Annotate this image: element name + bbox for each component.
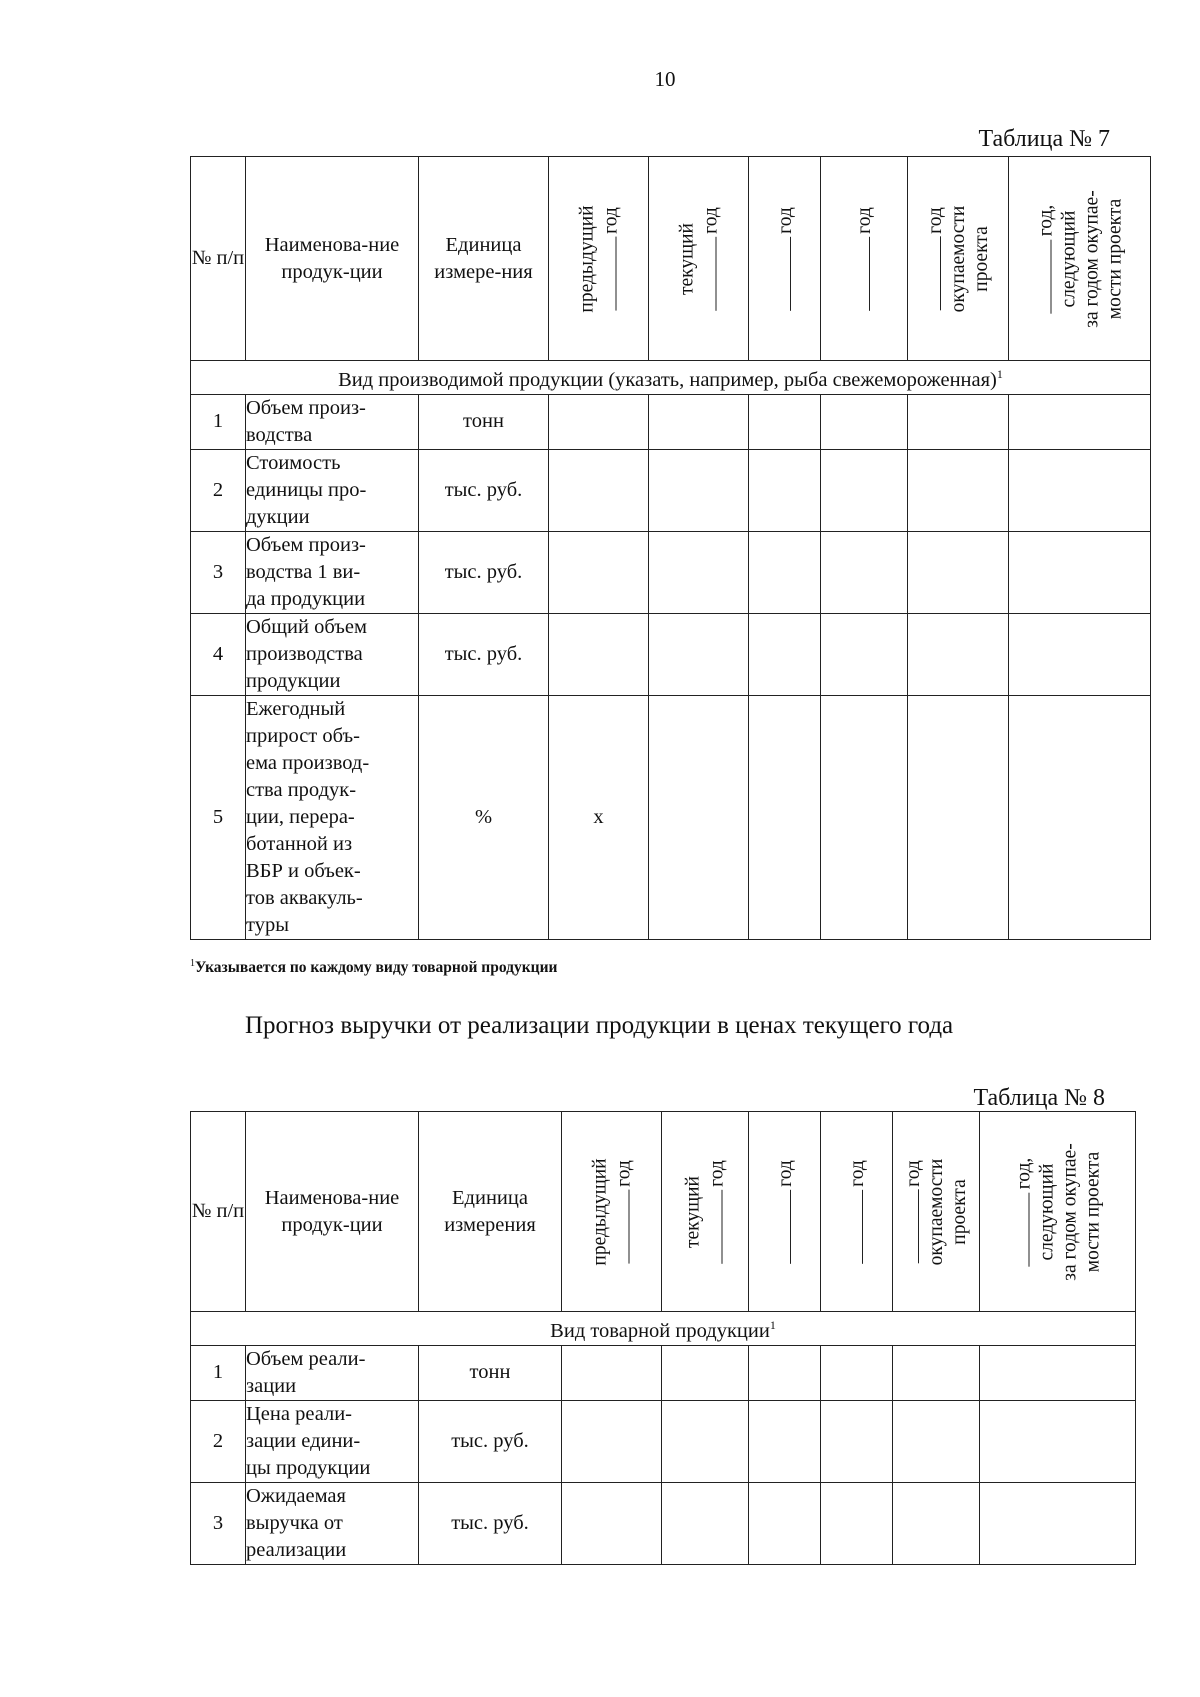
- row-number: 3: [191, 1482, 246, 1564]
- year-blank-line: [773, 236, 791, 310]
- row-unit: %: [419, 695, 549, 939]
- year-label: [698, 207, 722, 311]
- value-cell[interactable]: [908, 531, 1009, 613]
- header-product-name: Наименова-ние продук-ции: [246, 1112, 419, 1312]
- year-label: [901, 1158, 925, 1265]
- name-line: Цена реали-: [246, 1402, 353, 1425]
- value-cell[interactable]: [749, 613, 821, 695]
- row-product-name: [246, 1482, 419, 1564]
- section-label: Вид производимой продукции (указать, например, рыба свежемороженная)$^1$: [191, 361, 1151, 395]
- row-unit: тонн: [419, 1345, 562, 1400]
- section-title: Прогноз выручки от реализации продукции в ценах текущего года: [245, 1012, 954, 1039]
- row-product-name: [246, 531, 419, 613]
- table-7-header-row: [191, 157, 1151, 361]
- name-line: ема производ-: [246, 751, 370, 774]
- value-cell[interactable]: [749, 1482, 821, 1564]
- year-header-line: текущий: [682, 1175, 704, 1248]
- row-product-name: [246, 695, 419, 939]
- row-product-name: [246, 1400, 419, 1482]
- table-7-section-row: [191, 361, 1151, 395]
- year-blank-line: [773, 1189, 791, 1263]
- header-year: [649, 157, 749, 361]
- value-cell[interactable]: [749, 1345, 821, 1400]
- name-line: ботанной из: [246, 832, 353, 855]
- row-number: 1: [191, 394, 246, 449]
- value-cell[interactable]: [980, 1400, 1136, 1482]
- value-cell[interactable]: [649, 394, 749, 449]
- value-cell[interactable]: [749, 394, 821, 449]
- value-cell[interactable]: [821, 1400, 893, 1482]
- year-label: [598, 205, 622, 312]
- year-header-line: мости проекта: [1082, 1151, 1103, 1272]
- year-word: год: [854, 206, 875, 234]
- year-blank-line: [901, 1189, 919, 1263]
- value-cell[interactable]: [749, 695, 821, 939]
- year-header-text: [675, 207, 722, 311]
- name-line: водства: [246, 423, 313, 446]
- year-header-text: [1011, 1143, 1104, 1280]
- section-label: Вид товарной продукции$^1$: [191, 1312, 1136, 1346]
- value-cell[interactable]: [980, 1345, 1136, 1400]
- name-line: выручка от: [246, 1511, 343, 1534]
- value-cell[interactable]: [549, 394, 649, 449]
- header-year: [749, 157, 821, 361]
- table-row: [191, 394, 1151, 449]
- table-row: [191, 1345, 1136, 1400]
- value-cell[interactable]: [893, 1345, 980, 1400]
- year-word: год: [903, 1159, 924, 1187]
- value-cell[interactable]: [908, 613, 1009, 695]
- name-line: реализации: [246, 1538, 347, 1561]
- name-line: да продукции: [246, 587, 366, 610]
- year-header-line: проекта: [949, 1178, 970, 1245]
- header-year: [821, 157, 908, 361]
- row-number: 4: [191, 613, 246, 695]
- value-cell[interactable]: [821, 1482, 893, 1564]
- value-cell[interactable]: х: [549, 695, 649, 939]
- row-number: 1: [191, 1345, 246, 1400]
- header-year: [749, 1112, 821, 1312]
- year-label: [773, 207, 797, 311]
- year-blank-line: [923, 236, 941, 310]
- value-cell[interactable]: [821, 1345, 893, 1400]
- value-cell[interactable]: [1009, 394, 1151, 449]
- name-line: зации: [246, 1374, 297, 1397]
- value-cell[interactable]: [749, 449, 821, 531]
- year-word: год: [613, 1159, 634, 1187]
- value-cell[interactable]: [549, 449, 649, 531]
- name-line: Стоимость: [246, 451, 341, 474]
- value-cell[interactable]: [562, 1345, 662, 1400]
- year-blank-line: [852, 236, 870, 310]
- table-8-section-row: [191, 1312, 1136, 1346]
- name-line: Ожидаемая: [246, 1484, 346, 1507]
- value-cell[interactable]: [649, 449, 749, 531]
- header-number: № п/п: [191, 157, 246, 361]
- year-label: [705, 1160, 729, 1264]
- year-header-text: [588, 1158, 635, 1265]
- year-header-line: окупаемости: [926, 1158, 947, 1265]
- name-line: ВБР и объек-: [246, 859, 361, 882]
- header-unit: Единица измере-ния: [419, 157, 549, 361]
- name-line: дукции: [246, 505, 310, 528]
- name-line: Объем реали-: [246, 1347, 366, 1370]
- row-unit: тонн: [419, 394, 549, 449]
- year-word: год,: [1035, 204, 1056, 236]
- name-line: цы продукции: [246, 1456, 371, 1479]
- year-header-text: [575, 205, 622, 312]
- name-line: прирост объ-: [246, 724, 360, 747]
- header-year: [549, 157, 649, 361]
- table-row: [191, 695, 1151, 939]
- table-row: [191, 613, 1151, 695]
- name-line: тов аквакуль-: [246, 886, 363, 909]
- year-header-line: за годом окупае-: [1059, 1142, 1080, 1281]
- name-line: Объем произ-: [246, 396, 366, 419]
- name-line: производства: [246, 642, 363, 665]
- value-cell[interactable]: [749, 1400, 821, 1482]
- header-number: № п/п: [191, 1112, 246, 1312]
- name-line: туры: [246, 913, 289, 936]
- year-word: год: [706, 1159, 728, 1187]
- value-cell[interactable]: [549, 531, 649, 613]
- row-unit: тыс. руб.: [419, 531, 549, 613]
- year-label: [773, 1160, 797, 1264]
- header-year: [893, 1112, 980, 1312]
- header-year: [562, 1112, 662, 1312]
- year-header-text: [852, 207, 876, 311]
- value-cell[interactable]: [749, 531, 821, 613]
- row-number: 2: [191, 1400, 246, 1482]
- year-header-text: [773, 1160, 797, 1264]
- value-cell[interactable]: [821, 613, 908, 695]
- value-cell[interactable]: [549, 613, 649, 695]
- year-header-text: [901, 1158, 971, 1265]
- value-cell[interactable]: [821, 449, 908, 531]
- year-header-line: за годом окупае-: [1081, 189, 1102, 328]
- year-header-text: [773, 207, 797, 311]
- table-8-caption: Таблица № 8: [973, 1085, 1105, 1111]
- row-product-name: [246, 1345, 419, 1400]
- row-unit: тыс. руб.: [419, 1482, 562, 1564]
- value-cell[interactable]: [821, 695, 908, 939]
- value-cell[interactable]: [649, 613, 749, 695]
- year-header-line: мости проекта: [1104, 198, 1125, 319]
- table-row: [191, 531, 1151, 613]
- row-product-name: [246, 449, 419, 531]
- name-line: ции, перера-: [246, 805, 355, 828]
- name-line: ства продук-: [246, 778, 357, 801]
- row-unit: тыс. руб.: [419, 613, 549, 695]
- year-header-line: текущий: [676, 222, 697, 295]
- value-cell[interactable]: [980, 1482, 1136, 1564]
- value-cell[interactable]: [908, 394, 1009, 449]
- year-word: год: [600, 206, 621, 234]
- year-blank-line: [1033, 239, 1051, 313]
- value-cell[interactable]: [1009, 449, 1151, 531]
- value-cell[interactable]: [562, 1482, 662, 1564]
- value-cell[interactable]: [893, 1400, 980, 1482]
- year-blank-line: [598, 236, 616, 310]
- value-cell[interactable]: [662, 1345, 749, 1400]
- row-product-name: [246, 394, 419, 449]
- page-number: 10: [654, 67, 676, 91]
- value-cell[interactable]: [1009, 695, 1151, 939]
- year-label: [611, 1158, 635, 1265]
- value-cell[interactable]: [821, 531, 908, 613]
- table-8-header-row: [191, 1112, 1136, 1312]
- year-header-line: следующий: [1058, 210, 1079, 307]
- name-line: единицы про-: [246, 478, 367, 501]
- year-header-text: [682, 1160, 729, 1264]
- year-blank-line: [611, 1189, 629, 1263]
- year-word: год: [925, 206, 946, 234]
- name-line: Ежегодный: [246, 697, 346, 720]
- value-cell[interactable]: [662, 1400, 749, 1482]
- name-line: Общий объем: [246, 615, 367, 638]
- year-label: [1011, 1143, 1035, 1280]
- value-cell[interactable]: [908, 449, 1009, 531]
- year-header-line: проекта: [971, 225, 992, 292]
- header-product-name: Наименова-ние продук-ции: [246, 157, 419, 361]
- table-row: [191, 449, 1151, 531]
- table-7-caption: Таблица № 7: [978, 126, 1110, 152]
- header-year: [908, 157, 1009, 361]
- table-row: [191, 1400, 1136, 1482]
- value-cell[interactable]: [649, 695, 749, 939]
- year-blank-line: [698, 236, 716, 310]
- year-label: [923, 205, 947, 312]
- production-table: [190, 156, 1151, 940]
- name-line: водства 1 ви-: [246, 560, 361, 583]
- year-label: [1033, 190, 1057, 327]
- row-unit: тыс. руб.: [419, 1400, 562, 1482]
- year-header-text: [923, 205, 993, 312]
- header-year: [980, 1112, 1136, 1312]
- row-unit: тыс. руб.: [419, 449, 549, 531]
- name-line: зации едини-: [246, 1429, 361, 1452]
- value-cell[interactable]: [1009, 531, 1151, 613]
- year-label: [845, 1160, 869, 1264]
- header-unit: Единица измерения: [419, 1112, 562, 1312]
- year-label: [852, 207, 876, 311]
- header-year: [821, 1112, 893, 1312]
- year-word: год: [774, 1159, 796, 1187]
- year-header-line: предыдущий: [589, 1157, 610, 1266]
- year-header-line: следующий: [1036, 1163, 1057, 1260]
- year-word: год: [774, 206, 796, 234]
- table-row: [191, 1482, 1136, 1564]
- year-blank-line: [1011, 1192, 1029, 1266]
- footnote: $^1$Указывается по каждому виду товарной продукции: [190, 958, 558, 977]
- value-cell[interactable]: [662, 1482, 749, 1564]
- header-year: [662, 1112, 749, 1312]
- year-blank-line: [705, 1189, 723, 1263]
- value-cell[interactable]: [908, 695, 1009, 939]
- year-word: год: [846, 1159, 868, 1187]
- row-number: 5: [191, 695, 246, 939]
- year-header-line: окупаемости: [948, 205, 969, 312]
- value-cell[interactable]: [1009, 613, 1151, 695]
- value-cell[interactable]: [649, 531, 749, 613]
- year-header-text: [1033, 190, 1126, 327]
- value-cell[interactable]: [821, 394, 908, 449]
- year-word: год: [700, 206, 721, 234]
- name-line: Объем произ-: [246, 533, 366, 556]
- name-line: продукции: [246, 669, 341, 692]
- revenue-table: [190, 1111, 1136, 1565]
- year-header-text: [845, 1160, 869, 1264]
- value-cell[interactable]: [562, 1400, 662, 1482]
- year-word: год,: [1013, 1157, 1034, 1189]
- year-blank-line: [845, 1189, 863, 1263]
- value-cell[interactable]: [893, 1482, 980, 1564]
- row-product-name: [246, 613, 419, 695]
- year-header-line: предыдущий: [576, 204, 597, 313]
- row-number: 3: [191, 531, 246, 613]
- header-year: [1009, 157, 1151, 361]
- row-number: 2: [191, 449, 246, 531]
